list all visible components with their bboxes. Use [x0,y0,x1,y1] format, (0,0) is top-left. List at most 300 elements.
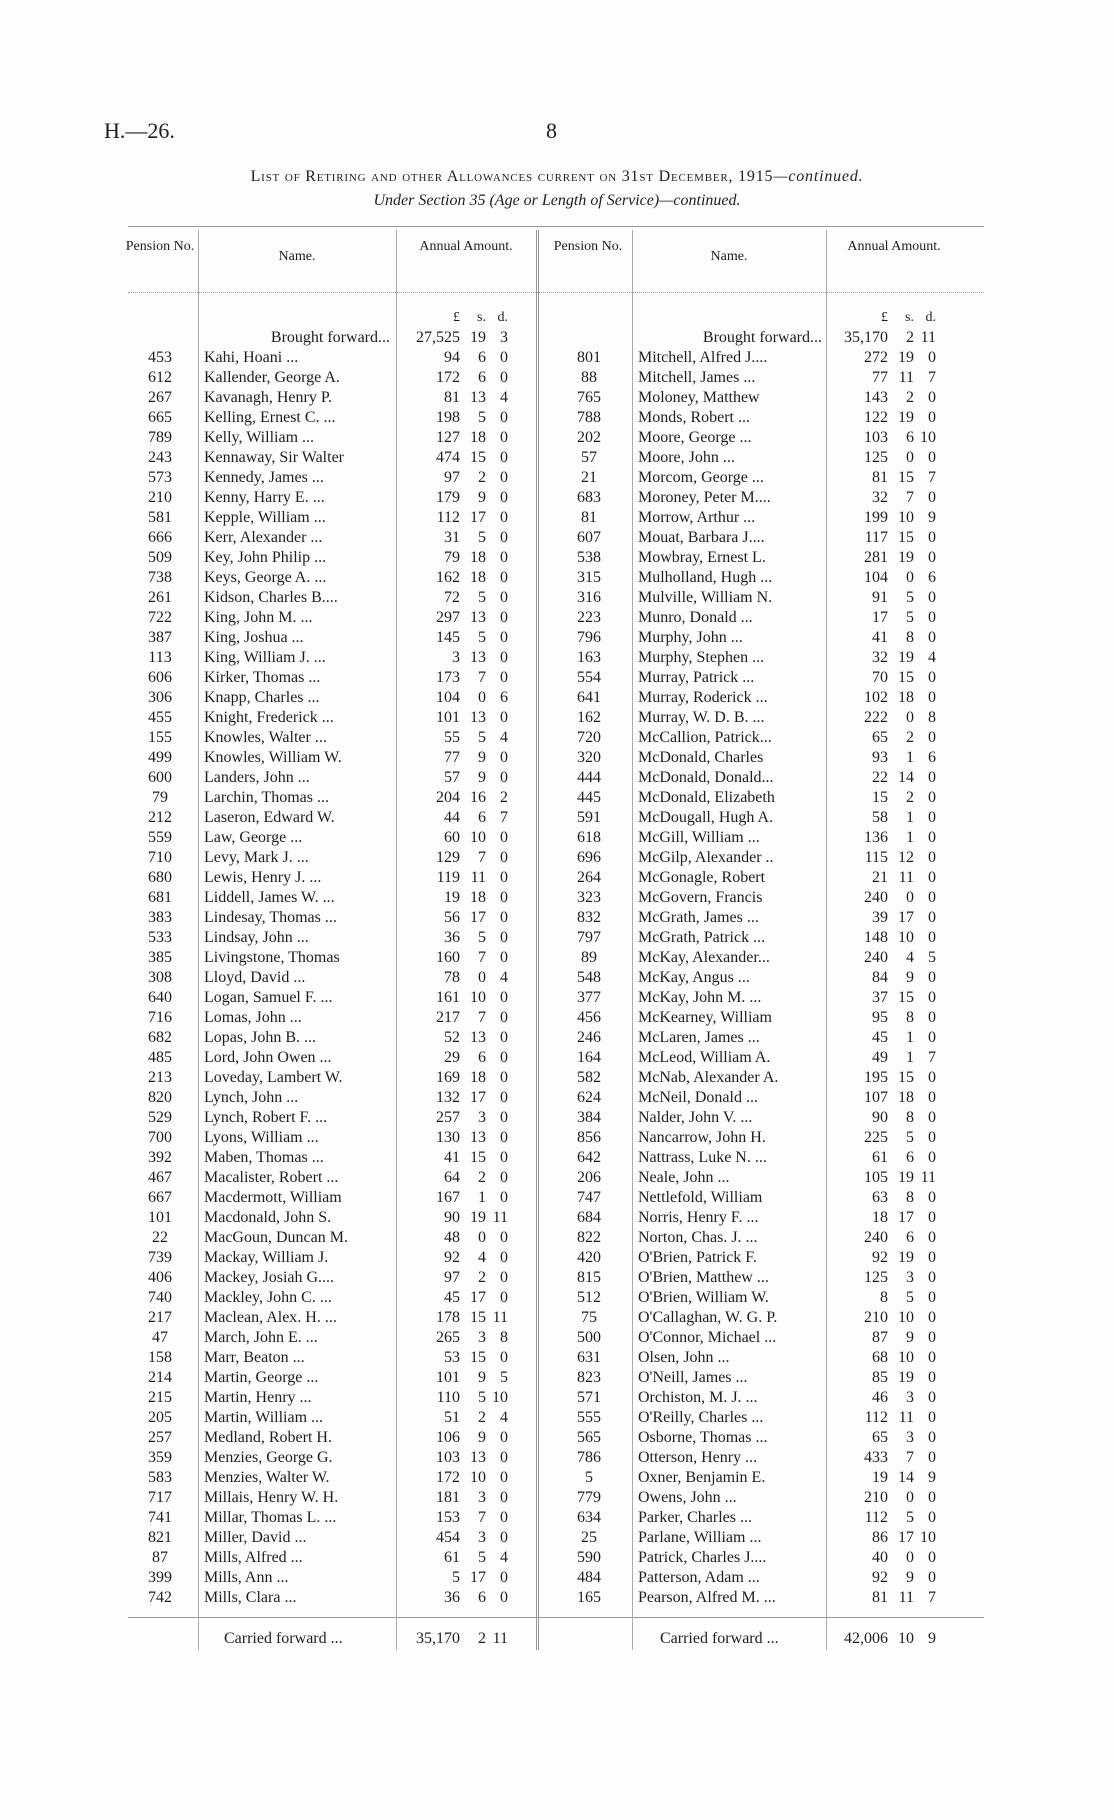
amount-pounds: 112 [864,1409,888,1426]
amount-pence: 0 [500,1509,508,1526]
amount-shillings: 3 [478,1109,486,1126]
pension-number: 316 [577,589,601,606]
amount-pence: 0 [500,829,508,846]
amount-shillings: 9 [906,1329,914,1346]
amount-shillings: 6 [478,369,486,386]
pension-number: 79 [152,789,168,806]
amount-pence: 0 [500,669,508,686]
amount-shillings: 8 [906,1109,914,1126]
annual-amount [398,828,532,848]
pension-number: 243 [148,449,172,466]
pensioner-name: Kirker, Thomas ... [204,669,321,686]
amount-pounds: 195 [864,1069,888,1086]
column-divider [632,230,633,1650]
pension-number: 642 [577,1149,601,1166]
pension-number: 500 [577,1329,601,1346]
amount-pence: 9 [928,509,936,526]
amount-pounds: 178 [436,1309,460,1326]
amount-shillings: 13 [470,1029,486,1046]
amount-shillings: 0 [906,569,914,586]
annual-amount [398,888,532,908]
pension-number: 164 [577,1049,601,1066]
annual-amount [398,908,532,928]
amount-pounds: 169 [436,1069,460,1086]
annual-amount [398,568,532,588]
amount-pounds: 161 [436,989,460,1006]
pensioner-name: Lynch, Robert F. ... [204,1109,328,1126]
amount-shillings: 18 [470,569,486,586]
amount-shillings: 15 [898,1069,914,1086]
amount-pounds: 19 [872,1469,888,1486]
amount-pounds: 90 [444,1209,460,1226]
amount-pence: 0 [500,1469,508,1486]
amount-pence: 0 [928,1349,936,1366]
annual-amount [826,948,960,968]
amount-pence: 0 [500,1429,508,1446]
pensioner-name: Kepple, William ... [204,509,326,526]
pensioner-name: Oxner, Benjamin E. [638,1469,766,1486]
pensioner-name: O'Reilly, Charles ... [638,1409,764,1426]
pensioner-name: Nattrass, Luke N. ... [638,1149,767,1166]
annual-amount [826,1168,960,1188]
amount-shillings: 17 [470,1089,486,1106]
pension-number: 81 [581,509,597,526]
pension-number: 202 [577,429,601,446]
amount-shillings: 9 [478,489,486,506]
pensioner-name: O'Callaghan, W. G. P. [638,1309,778,1326]
pensioner-name: McNab, Alexander A. [638,1069,779,1086]
amount-pounds: 70 [872,669,888,686]
pension-number: 445 [577,789,601,806]
amount-pounds: 8 [880,1289,888,1306]
amount-shillings: 5 [478,529,486,546]
amount-shillings: 2 [478,1269,486,1286]
amount-pence: 0 [928,1289,936,1306]
amount-shillings: 9 [478,1429,486,1446]
annual-amount [826,928,960,948]
amount-shillings: 0 [906,889,914,906]
amount-pounds: 21 [872,869,888,886]
pensioner-name: Law, George ... [204,829,303,846]
pension-number: 548 [577,969,601,986]
pensioner-name: Livingstone, Thomas [204,949,340,966]
amount-pounds: 107 [864,1089,888,1106]
pensioner-name: Kidson, Charles B.... [204,589,338,606]
amount-pounds: 85 [872,1369,888,1386]
pensioner-name: McGill, William ... [638,829,760,846]
pension-number: 323 [577,889,601,906]
annual-amount [398,1088,532,1108]
amount-shillings: 13 [470,649,486,666]
amount-pence: 0 [928,549,936,566]
amount-pounds: 53 [444,1349,460,1366]
amount-pence: 11 [920,1169,936,1186]
pensioner-name: Mills, Alfred ... [204,1549,303,1566]
pension-number: 385 [148,949,172,966]
pension-number: 583 [148,1469,172,1486]
right-name-column [638,308,828,1608]
pension-number: 822 [577,1229,601,1246]
amount-pence: 0 [500,949,508,966]
amount-shillings: 7 [478,1509,486,1526]
amount-pounds: 78 [444,969,460,986]
amount-pence: 0 [928,829,936,846]
annual-amount [826,988,960,1008]
amount-shillings: 17 [898,1209,914,1226]
amount-shillings: 3 [906,1429,914,1446]
annual-amount [398,748,532,768]
pension-number: 779 [577,1489,601,1506]
amount-shillings: 0 [906,709,914,726]
amount-pence: 0 [928,889,936,906]
pensioner-name: Moore, John ... [638,449,735,466]
pensioner-name: Kavanagh, Henry P. [204,389,332,406]
pensioner-name: Liddell, James W. ... [204,889,335,906]
amount-pence: 0 [928,969,936,986]
amount-shillings: 19 [898,549,914,566]
pension-number: 823 [577,1369,601,1386]
annual-amount [398,968,532,988]
amount-shillings: 3 [478,1529,486,1546]
pensioner-name: McDonald, Charles [638,749,764,766]
pensioner-name: Medland, Robert H. [204,1429,332,1446]
amount-pounds: 454 [436,1529,460,1546]
annual-amount [398,1268,532,1288]
amount-shillings: 14 [898,1469,914,1486]
pension-number: 765 [577,389,601,406]
pension-number: 5 [585,1469,593,1486]
footer-rule [128,1617,984,1618]
header-pension-no-left: Pension No. [125,239,195,254]
amount-pounds: 57 [444,769,460,786]
annual-amount [826,688,960,708]
carried-forward-label-right: Carried forward ... [660,1630,779,1647]
pensioner-name: Lloyd, David ... [204,969,306,986]
amount-pence: 0 [500,429,508,446]
pensioner-name: Lord, John Owen ... [204,1049,332,1066]
amount-pounds: 61 [872,1149,888,1166]
pensioner-name: Millar, Thomas L. ... [204,1509,337,1526]
amount-shillings: 19 [898,1369,914,1386]
pensioner-name: McLeod, William A. [638,1049,771,1066]
amount-shillings: 10 [470,829,486,846]
amount-pence: 0 [500,1049,508,1066]
pension-number: 377 [577,989,601,1006]
amount-shillings: 4 [906,949,914,966]
amount-shillings: 19 [898,1249,914,1266]
pension-number: 789 [148,429,172,446]
annual-amount [826,368,960,388]
pensioner-name: McGovern, Francis [638,889,763,906]
pensioner-name: Norton, Chas. J. ... [638,1229,758,1246]
pension-number: 87 [152,1549,168,1566]
amount-pounds: 181 [436,1489,460,1506]
amount-pounds: 210 [864,1309,888,1326]
amount-shillings: 17 [470,909,486,926]
amount-pounds: 122 [864,409,888,426]
carried-forward-amount-left: 35,170 2 11 [416,1630,508,1647]
annual-amount [398,448,532,468]
amount-shillings: 11 [470,869,486,886]
amount-shillings: 17 [898,1529,914,1546]
pensioner-name: Lomas, John ... [204,1009,302,1026]
pensioner-name: King, William J. ... [204,649,326,666]
amount-pence: 0 [928,1269,936,1286]
amount-pounds: 153 [436,1509,460,1526]
amount-pounds: 56 [444,909,460,926]
annual-amount [826,828,960,848]
carried-forward-amount-right: 42,006 10 9 [844,1630,936,1647]
pensioner-name: Martin, William ... [204,1409,324,1426]
annual-amount [398,608,532,628]
pensioner-name: O'Neill, James ... [638,1369,748,1386]
annual-amount [826,648,960,668]
amount-pence: 0 [500,509,508,526]
amount-pence: 0 [500,1069,508,1086]
annual-amount [826,1388,960,1408]
pension-number: 717 [148,1489,172,1506]
annual-amount [398,1048,532,1068]
pension-number: 261 [148,589,172,606]
amount-shillings: 17 [470,509,486,526]
amount-pence: 4 [500,969,508,986]
annual-amount [398,1128,532,1148]
pensioner-name: Knapp, Charles ... [204,689,320,706]
pension-number: 700 [148,1129,172,1146]
amount-pounds: 15 [872,789,888,806]
amount-pounds: 217 [436,1009,460,1026]
amount-pounds: 172 [436,369,460,386]
amount-pounds: 127 [436,429,460,446]
annual-amount [398,728,532,748]
amount-shillings: 5 [478,929,486,946]
pensioner-name: Murphy, Stephen ... [638,649,765,666]
amount-pounds: 65 [872,729,888,746]
annual-amount [398,948,532,968]
pension-number: 741 [148,1509,172,1526]
amount-shillings: 6 [906,1149,914,1166]
annual-amount [826,1028,960,1048]
pension-number: 306 [148,689,172,706]
annual-amount [398,1428,532,1448]
header-name-right: Name. [710,249,748,264]
amount-pence: 0 [928,389,936,406]
pension-number: 716 [148,1009,172,1026]
annual-amount [826,1148,960,1168]
pensioner-name: Mackay, William J. [204,1249,329,1266]
amount-pence: 7 [928,1049,936,1066]
annual-amount [826,868,960,888]
amount-pounds: 97 [444,1269,460,1286]
pensioner-name: Kelling, Ernest C. ... [204,409,336,426]
pension-number: 456 [577,1009,601,1026]
pension-number: 565 [577,1429,601,1446]
amount-pence: 0 [928,1229,936,1246]
annual-amount [398,1308,532,1328]
annual-amount [398,508,532,528]
pension-number: 573 [148,469,172,486]
amount-shillings: 18 [898,689,914,706]
amount-pence: 0 [500,609,508,626]
pensioner-name: Osborne, Thomas ... [638,1429,768,1446]
pensioner-name: Lewis, Henry J. ... [204,869,322,886]
amount-pence: 0 [500,1589,508,1606]
pension-number: 113 [148,649,172,666]
amount-pence: 0 [500,569,508,586]
amount-shillings: 11 [898,369,914,386]
amount-pounds: 81 [444,389,460,406]
amount-units: £ s. d. [881,310,936,325]
annual-amount [398,868,532,888]
amount-shillings: 0 [906,449,914,466]
amount-shillings: 11 [898,1409,914,1426]
pensioner-name: McGilp, Alexander .. [638,849,774,866]
amount-shillings: 18 [470,549,486,566]
annual-amount [826,1208,960,1228]
amount-shillings: 2 [478,1409,486,1426]
pension-number: 747 [577,1189,601,1206]
amount-shillings: 18 [470,429,486,446]
pensioner-name: Moore, George ... [638,429,752,446]
annual-amount [826,728,960,748]
amount-shillings: 3 [906,1269,914,1286]
amount-pounds: 162 [436,569,460,586]
pensioner-name: Patrick, Charles J.... [638,1549,767,1566]
amount-pence: 0 [500,929,508,946]
amount-shillings: 15 [470,1309,486,1326]
pensioner-name: MacGoun, Duncan M. [204,1229,348,1246]
amount-pence: 0 [928,1109,936,1126]
amount-shillings: 13 [470,609,486,626]
amount-pounds: 102 [864,689,888,706]
pension-number: 308 [148,969,172,986]
annual-amount [826,548,960,568]
pensioner-name: McGrath, Patrick ... [638,929,766,946]
amount-pence: 0 [500,1489,508,1506]
amount-pounds: 240 [864,949,888,966]
amount-pence: 0 [500,469,508,486]
pensioner-name: Murray, Patrick ... [638,669,755,686]
amount-pounds: 39 [872,909,888,926]
pensioner-name: Menzies, Walter W. [204,1469,330,1486]
amount-shillings: 17 [470,1569,486,1586]
amount-pounds: 18 [872,1209,888,1226]
pensioner-name: McDonald, Donald... [638,769,774,786]
pension-number: 420 [577,1249,601,1266]
pensioner-name: Kennedy, James ... [204,469,324,486]
pension-number: 155 [148,729,172,746]
amount-shillings: 6 [478,1049,486,1066]
amount-pence: 6 [928,569,936,586]
amount-pence: 0 [500,1349,508,1366]
document-reference: H.—26. [104,118,175,143]
amount-pence: 0 [500,489,508,506]
annual-amount [826,1088,960,1108]
amount-shillings: 5 [478,629,486,646]
amount-pounds: 49 [872,1049,888,1066]
amount-shillings: 6 [478,809,486,826]
pensioner-name: Kelly, William ... [204,429,315,446]
pensioner-name: Mackey, Josiah G.... [204,1269,335,1286]
annual-amount [826,448,960,468]
pension-number: 665 [148,409,172,426]
pensioner-name: Parlane, William ... [638,1529,762,1546]
annual-amount [398,1028,532,1048]
amount-shillings: 5 [478,1549,486,1566]
amount-pence: 0 [928,609,936,626]
pensioner-name: Nancarrow, John H. [638,1129,766,1146]
amount-pounds: 112 [436,509,460,526]
pensioner-name: McDonald, Elizabeth [638,789,775,806]
annual-amount [826,1568,960,1588]
page-title [0,168,1114,186]
pension-number: 720 [577,729,601,746]
amount-pence: 0 [928,1509,936,1526]
pension-number: 533 [148,929,172,946]
pensioner-name: Logan, Samuel F. ... [204,989,333,1006]
pension-number: 612 [148,369,172,386]
pensioner-name: Monds, Robert ... [638,409,750,426]
annual-amount [398,688,532,708]
amount-shillings: 11 [898,869,914,886]
annual-amount [398,668,532,688]
amount-pence: 0 [500,909,508,926]
pensioner-name: Miller, David ... [204,1529,307,1546]
pensioner-name: McKay, John M. ... [638,989,762,1006]
amount-pence: 0 [500,1149,508,1166]
pension-number: 47 [152,1329,168,1346]
header-amount-left: Annual Amount. [419,239,513,254]
pension-number: 820 [148,1089,172,1106]
amount-pounds: 106 [436,1429,460,1446]
annual-amount [826,1288,960,1308]
annual-amount [826,1448,960,1468]
pension-number: 606 [148,669,172,686]
annual-amount [398,1448,532,1468]
amount-pounds: 46 [872,1389,888,1406]
annual-amount [398,988,532,1008]
pension-number: 683 [577,489,601,506]
amount-pounds: 130 [436,1129,460,1146]
amount-pence: 7 [928,369,936,386]
amount-pence: 0 [928,1249,936,1266]
pensioner-name: Knowles, William W. [204,749,342,766]
pensioner-name: Pearson, Alfred M. ... [638,1589,776,1606]
amount-pence: 0 [928,1549,936,1566]
annual-amount [398,1008,532,1028]
amount-pounds: 110 [436,1389,460,1406]
annual-amount [398,488,532,508]
amount-pounds: 148 [864,929,888,946]
page-subtitle [0,192,1114,210]
amount-pence: 0 [928,1009,936,1026]
annual-amount [398,1188,532,1208]
amount-pounds: 72 [444,589,460,606]
amount-pence: 0 [500,409,508,426]
amount-shillings: 9 [478,769,486,786]
amount-pounds: 105 [864,1169,888,1186]
pensioner-name: Lyons, William ... [204,1129,319,1146]
amount-pounds: 84 [872,969,888,986]
amount-shillings: 7 [906,1449,914,1466]
right-pension-no-column [548,308,630,1608]
amount-pounds: 143 [864,389,888,406]
annual-amount [826,748,960,768]
annual-amount [826,1248,960,1268]
annual-amount [398,428,532,448]
pensioner-name: Loveday, Lambert W. [204,1069,343,1086]
amount-shillings: 2 [906,789,914,806]
